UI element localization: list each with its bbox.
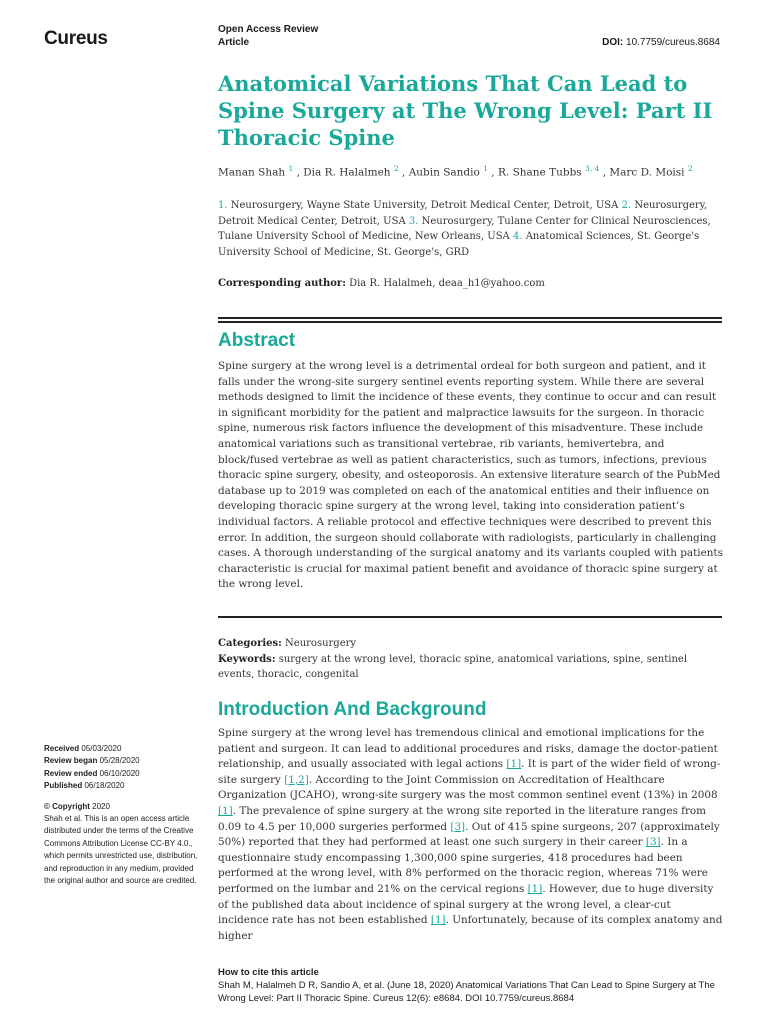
keywords-divider [218,616,722,618]
author-name[interactable]: R. Shane Tubbs [497,166,582,179]
article-type-line1: Open Access Review [218,24,319,35]
affiliation-text: Neurosurgery, Wayne State University, Detroit Medical Center, Detroit, USA [230,200,619,211]
received-value: 05/03/2020 [81,744,122,753]
citation-block [218,966,728,1005]
categories-line [218,636,724,652]
corresponding-value[interactable]: Dia R. Halalmeh, deaa_h1@yahoo.com [349,278,545,289]
review-ended-value: 06/10/2020 [99,768,140,778]
review-began-date [44,755,202,767]
author-affiliation-ref[interactable]: 1 [483,164,488,173]
published-label: Published [44,781,83,791]
categories-keywords [218,636,724,683]
citation-text: Shah M, Halalmeh D R, Sandio A, et al. (June 18, 2020) Anatomical Variations That Can Lead to Spine Surgery at The Wrong Level: Part II Thoracic Spine. Cureus 12(6): e8684. DOI 10.7759/cureus.8684 [218,980,715,1004]
review-ended-label: Review ended [44,768,98,778]
article-type-line2: Article [218,37,250,48]
abstract-divider [218,317,722,323]
reference-link[interactable]: [1] [430,914,446,927]
keywords-line [218,652,724,683]
reference-link[interactable]: [3] [645,836,661,849]
article-type [218,23,398,49]
affiliations [218,198,724,260]
copyright-label: © Copyright [44,801,90,811]
license-text: Shah et al. This is an open access article distributed under the terms of the Creative Commons Attribution License CC-BY 4.0., which permits unrestricted use, distribution, and reproduction in any medium, provided the original author and source are credited. [44,814,198,886]
author-name[interactable]: Manan Shah [218,166,286,179]
corresponding-label: Corresponding author: [218,278,346,289]
affiliation-number: 1. [218,200,228,211]
received-date [44,743,202,755]
doi[interactable] [602,37,720,48]
abstract-text: Spine surgery at the wrong level is a detrimental ordeal for both surgeon and patient, and it falls under the wrong-site surgery sentinel events reporting system. While there are several methods designed to limit the incidence of these events, they continue to occur and can result in significant morbidity for the patient and malpractice lawsuits for the surgeon. In thoracic spine, numerous risk factors influence the development of this misadventure. These include anatomical variations such as transitional vertebrae, rib variants, hemivertebra, and block/fused vertebrae as well as patient characteristics, such as tumors, infections, previous thoracic spine surgery, obesity, and osteoporosis. An extensive literature search of the PubMed database up to 2019 was completed on each of the anatomical entities and their influence on developing thoracic spine surgery at the wrong level, taking into consideration patient’s individual factors. A reliable protocol and effective techniques were described to prevent this error. In addition, the surgeon should collaborate with radiologists, particularly in challenging cases. A thorough understanding of the surgical anatomy and its variants coupled with patients characteristic is crucial for maximal patient benefit and avoidance of thoracic spine surgery at the wrong level. [218,360,723,591]
author-affiliation-ref[interactable]: 3, 4 [585,164,600,173]
reference-link[interactable]: [1] [218,804,233,817]
affiliation-text: Neurosurgery, Tulane Center for Clinical Neurosciences, Tulane University School of Medicine, New Orleans, USA [218,215,711,242]
published-value: 06/18/2020 [84,781,125,791]
corresponding-author [218,278,724,289]
reference-link[interactable]: [1] [527,882,543,895]
keywords-label: Keywords: [218,653,276,665]
spacer [44,793,202,801]
article-title: Anatomical Variations That Can Lead to Spine Surgery at The Wrong Level: Part II Thoracic Spine [218,71,713,150]
affiliation-number: 3. [408,215,419,227]
review-ended-date [44,768,202,780]
author-affiliation-ref[interactable]: 2 [687,164,693,173]
author-name[interactable]: Dia R. Halalmeh [303,166,391,179]
affiliation-text: Anatomical Sciences, St. George's University School of Medicine, St. George's, GRD [218,231,700,258]
categories-value: Neurosurgery [285,638,357,649]
author-name[interactable]: Aubin Sandio [408,166,480,179]
published-date [44,780,202,792]
copyright [44,801,202,813]
reference-link[interactable]: [3] [450,820,466,833]
author-affiliation-ref[interactable]: 1 [288,164,294,173]
journal-logo: Cureus [44,28,108,49]
intro-heading: Introduction And Background [218,699,487,720]
categories-label: Categories: [218,638,282,649]
affiliation-number: 2. [621,200,632,211]
copyright-year: 2020 [92,801,110,811]
keywords-value: surgery at the wrong level, thoracic spine, anatomical variations, spine, sentinel events, thoracic, congenital [218,653,688,680]
author-list: Manan Shah $^1$ , Dia R. Halalmeh $^2$ , Aubin Sandio $^1$ , R. Shane Tubbs $^{3, 4}$ , Marc D. Moisi $^2$ [218,164,693,179]
affiliation-text: Neurosurgery, Detroit Medical Center, Detroit, USA [218,200,708,227]
reference-link[interactable]: [1,2] [284,773,309,786]
received-label: Received [44,744,80,753]
review-began-value: 05/28/2020 [99,756,140,766]
intro-text: Spine surgery at the wrong level has tremendous clinical and emotional implications for the patient and surgeon. It can lead to additional procedures and risks, damage the doctor-patient relationship, and usually associated with legal actions [1]. It is part of the wider field of wrong-site surgery [1,2]. According to the Joint Commission on Accreditation of Healthcare Organization (JCAHO), wrong-site surgery was the most common sentinel event (13%) in 2008 [1]. The prevalence of spine surgery at the wrong site reported in the literature ranges from 0.09 to 4.5 per 10,000 surgeries performed [3]. Out of 415 spine surgeons, 207 (approximately 50%) reported that they had performed at least one such surgery in their career [3]. In a questionnaire study encompassing 1,300,000 spine surgeries, 418 procedures had been performed at the wrong level, with 8% performed on the thoracic region, whereas 71% were performed on the lumbar and 21% on the cervical regions [1]. However, due to huge diversity of the published data about incidence of spinal surgery at the wrong level, a clear-cut incidence rate has not been established [1]. Unfortunately, because of its complex anatomy and higher [218,727,723,942]
doi-value[interactable]: 10.7759/cureus.8684 [626,37,720,48]
article-dates-sidebar [44,743,202,887]
review-began-label: Review began [44,756,98,766]
citation-heading: How to cite this article [218,967,319,978]
author-affiliation-ref[interactable]: 2 [393,164,399,173]
affiliation-number: 4. [512,231,523,242]
author-name[interactable]: Marc D. Moisi [609,166,685,179]
doi-label: DOI: [602,37,624,48]
reference-link[interactable]: [1] [506,758,522,771]
abstract-heading: Abstract [218,330,296,351]
